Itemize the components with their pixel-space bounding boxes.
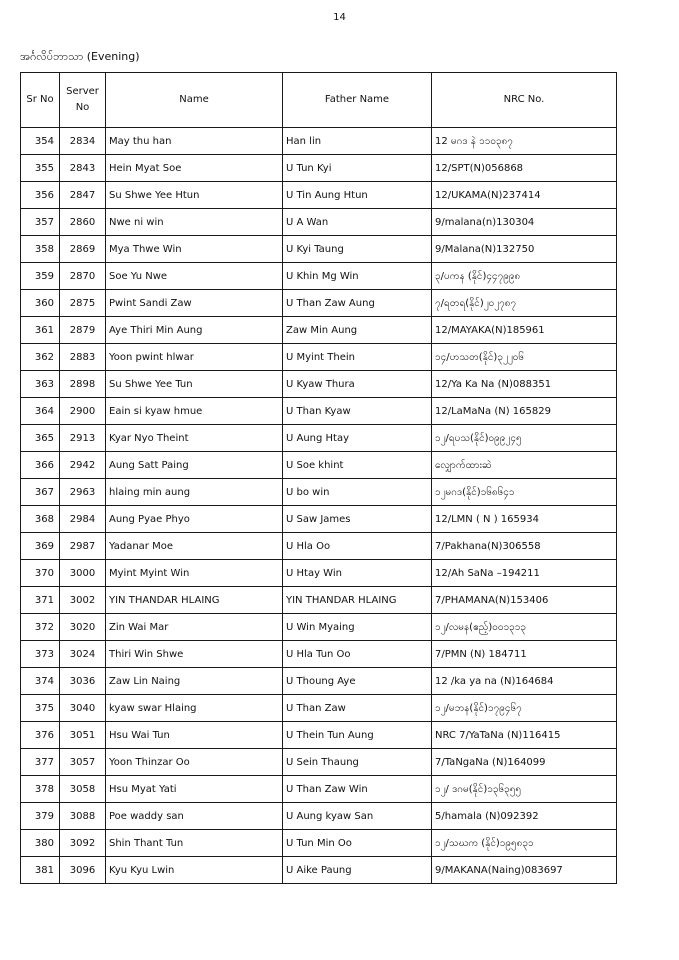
cell-server-no: 3040 — [60, 695, 106, 722]
cell-name: Zaw Lin Naing — [106, 668, 283, 695]
cell-nrc-no: 7/PHAMANA(N)153406 — [432, 587, 617, 614]
cell-nrc-no: ၇/ရတရ(နိုင်)၂၀၂၇၈၇ — [432, 290, 617, 317]
cell-nrc-no: 5/hamala (N)092392 — [432, 803, 617, 830]
cell-sr-no: 355 — [21, 155, 60, 182]
cell-father-name: U Tun Kyi — [283, 155, 432, 182]
cell-server-no: 2900 — [60, 398, 106, 425]
cell-name: Aung Pyae Phyo — [106, 506, 283, 533]
cell-nrc-no: 12/LMN ( N ) 165934 — [432, 506, 617, 533]
cell-server-no: 3057 — [60, 749, 106, 776]
header-father-name: Father Name — [283, 73, 432, 128]
cell-father-name: U Than Zaw Aung — [283, 290, 432, 317]
cell-nrc-no: ၃/ပကန (နိုင်)၄၄၇၉၉၈ — [432, 263, 617, 290]
cell-sr-no: 371 — [21, 587, 60, 614]
cell-nrc-no: 12/Ya Ka Na (N)088351 — [432, 371, 617, 398]
cell-sr-no: 354 — [21, 128, 60, 155]
cell-nrc-no: ၁၂/သဃက (နိုင်)၁၉၅၈၃၁ — [432, 830, 617, 857]
cell-name: Aung Satt Paing — [106, 452, 283, 479]
cell-sr-no: 368 — [21, 506, 60, 533]
table-row — [21, 641, 617, 668]
cell-server-no: 2860 — [60, 209, 106, 236]
cell-father-name: U Than Kyaw — [283, 398, 432, 425]
cell-father-name: U Kyi Taung — [283, 236, 432, 263]
cell-sr-no: 372 — [21, 614, 60, 641]
cell-sr-no: 357 — [21, 209, 60, 236]
cell-server-no: 2984 — [60, 506, 106, 533]
cell-father-name: U Aung Htay — [283, 425, 432, 452]
cell-name: kyaw swar Hlaing — [106, 695, 283, 722]
registration-table — [20, 72, 617, 884]
cell-name: Eain si kyaw hmue — [106, 398, 283, 425]
cell-name: Nwe ni win — [106, 209, 283, 236]
cell-father-name: U Khin Mg Win — [283, 263, 432, 290]
table-row — [21, 533, 617, 560]
cell-name: hlaing min aung — [106, 479, 283, 506]
table-row — [21, 506, 617, 533]
table-row — [21, 587, 617, 614]
cell-nrc-no: 12 /ka ya na (N)164684 — [432, 668, 617, 695]
table-row — [21, 695, 617, 722]
cell-father-name: U Hla Tun Oo — [283, 641, 432, 668]
cell-name: Yoon Thinzar Oo — [106, 749, 283, 776]
cell-server-no: 2963 — [60, 479, 106, 506]
cell-server-no: 2843 — [60, 155, 106, 182]
cell-name: Hsu Myat Yati — [106, 776, 283, 803]
cell-nrc-no: 12 မဂဒ နဲ ၁၁၀၃၈၇ — [432, 128, 617, 155]
cell-father-name: U Tun Min Oo — [283, 830, 432, 857]
cell-nrc-no: ၁၄/ဟသတ(နိုင်)၃၂၂၀၆ — [432, 344, 617, 371]
page-number: 14 — [333, 12, 346, 23]
cell-server-no: 2870 — [60, 263, 106, 290]
header-nrc-no: NRC No. — [432, 73, 617, 128]
cell-nrc-no: 7/Pakhana(N)306558 — [432, 533, 617, 560]
cell-father-name: U Htay Win — [283, 560, 432, 587]
cell-father-name: U Thoung Aye — [283, 668, 432, 695]
cell-server-no: 3000 — [60, 560, 106, 587]
cell-father-name: U Hla Oo — [283, 533, 432, 560]
cell-name: Myint Myint Win — [106, 560, 283, 587]
table-row — [21, 290, 617, 317]
cell-sr-no: 370 — [21, 560, 60, 587]
cell-name: Su Shwe Yee Htun — [106, 182, 283, 209]
cell-nrc-no: 12/MAYAKA(N)185961 — [432, 317, 617, 344]
cell-name: Aye Thiri Min Aung — [106, 317, 283, 344]
cell-sr-no: 380 — [21, 830, 60, 857]
cell-nrc-no: 12/LaMaNa (N) 165829 — [432, 398, 617, 425]
cell-nrc-no: ၁၂/ ဒဂမ(နိုင်)၁၃၆၃၅၅ — [432, 776, 617, 803]
cell-name: Pwint Sandi Zaw — [106, 290, 283, 317]
cell-name: Hein Myat Soe — [106, 155, 283, 182]
table-row — [21, 668, 617, 695]
cell-sr-no: 365 — [21, 425, 60, 452]
cell-father-name: U Thein Tun Aung — [283, 722, 432, 749]
section-title: အင်္ဂလိပ်ဘာသာ (Evening) — [20, 50, 140, 63]
cell-father-name: U Tin Aung Htun — [283, 182, 432, 209]
cell-nrc-no: 7/TaNgaNa (N)164099 — [432, 749, 617, 776]
table-row — [21, 371, 617, 398]
cell-sr-no: 367 — [21, 479, 60, 506]
cell-nrc-no: ၁၂/မဘန(နိုင်)၁၇၉၄၆၇ — [432, 695, 617, 722]
table-row — [21, 128, 617, 155]
cell-server-no: 3036 — [60, 668, 106, 695]
cell-father-name: U Saw James — [283, 506, 432, 533]
table-row — [21, 479, 617, 506]
cell-name: Poe waddy san — [106, 803, 283, 830]
cell-father-name: U Soe khint — [283, 452, 432, 479]
cell-server-no: 2847 — [60, 182, 106, 209]
cell-sr-no: 363 — [21, 371, 60, 398]
cell-nrc-no: 9/MAKANA(Naing)083697 — [432, 857, 617, 884]
cell-server-no: 3051 — [60, 722, 106, 749]
table-row — [21, 614, 617, 641]
table-row — [21, 182, 617, 209]
cell-father-name: U A Wan — [283, 209, 432, 236]
table-row — [21, 803, 617, 830]
header-sr-no: Sr No — [21, 73, 60, 128]
table-body — [21, 128, 617, 884]
table-row — [21, 236, 617, 263]
table-header — [21, 73, 617, 128]
cell-server-no: 3024 — [60, 641, 106, 668]
cell-nrc-no: NRC 7/YaTaNa (N)116415 — [432, 722, 617, 749]
cell-name: Mya Thwe Win — [106, 236, 283, 263]
cell-nrc-no: 12/Ah SaNa –194211 — [432, 560, 617, 587]
table-row — [21, 425, 617, 452]
cell-server-no: 3058 — [60, 776, 106, 803]
cell-father-name: U bo win — [283, 479, 432, 506]
cell-father-name: U Win Myaing — [283, 614, 432, 641]
cell-server-no: 2879 — [60, 317, 106, 344]
table-row — [21, 344, 617, 371]
cell-sr-no: 356 — [21, 182, 60, 209]
cell-server-no: 3020 — [60, 614, 106, 641]
header-server-no — [60, 73, 106, 128]
cell-father-name: Zaw Min Aung — [283, 317, 432, 344]
cell-sr-no: 364 — [21, 398, 60, 425]
cell-father-name: U Than Zaw — [283, 695, 432, 722]
cell-sr-no: 360 — [21, 290, 60, 317]
cell-father-name: U Than Zaw Win — [283, 776, 432, 803]
cell-nrc-no: ၁၂မဂဒ(နိုင်)၁၆၈၆၄၁ — [432, 479, 617, 506]
table-row — [21, 452, 617, 479]
cell-sr-no: 376 — [21, 722, 60, 749]
cell-sr-no: 377 — [21, 749, 60, 776]
cell-sr-no: 366 — [21, 452, 60, 479]
cell-name: Zin Wai Mar — [106, 614, 283, 641]
cell-server-no: 2869 — [60, 236, 106, 263]
table-row — [21, 830, 617, 857]
table-row — [21, 155, 617, 182]
cell-father-name: U Myint Thein — [283, 344, 432, 371]
cell-father-name: U Aike Paung — [283, 857, 432, 884]
cell-sr-no: 374 — [21, 668, 60, 695]
table-row — [21, 857, 617, 884]
table-row — [21, 722, 617, 749]
cell-server-no: 2834 — [60, 128, 106, 155]
header-name: Name — [106, 73, 283, 128]
cell-nrc-no: ၁၂/လမန(ဧည့်)၀၀၁၃၁၃ — [432, 614, 617, 641]
header-server-no-line1: Server — [66, 86, 99, 97]
cell-nrc-no: 12/UKAMA(N)237414 — [432, 182, 617, 209]
cell-server-no: 3088 — [60, 803, 106, 830]
cell-server-no: 2883 — [60, 344, 106, 371]
cell-name: Kyu Kyu Lwin — [106, 857, 283, 884]
cell-father-name: U Kyaw Thura — [283, 371, 432, 398]
cell-nrc-no: 9/malana(n)130304 — [432, 209, 617, 236]
table-row — [21, 776, 617, 803]
cell-name: Su Shwe Yee Tun — [106, 371, 283, 398]
cell-server-no: 3096 — [60, 857, 106, 884]
cell-sr-no: 369 — [21, 533, 60, 560]
cell-server-no: 3092 — [60, 830, 106, 857]
cell-name: YIN THANDAR HLAING — [106, 587, 283, 614]
cell-sr-no: 375 — [21, 695, 60, 722]
cell-nrc-no: ၁၂/ရပသ(နိုင်)၀၉၉၂၄၅ — [432, 425, 617, 452]
cell-sr-no: 381 — [21, 857, 60, 884]
cell-server-no: 3002 — [60, 587, 106, 614]
table-row — [21, 749, 617, 776]
cell-server-no: 2987 — [60, 533, 106, 560]
cell-server-no: 2898 — [60, 371, 106, 398]
cell-sr-no: 373 — [21, 641, 60, 668]
table-row — [21, 398, 617, 425]
cell-server-no: 2875 — [60, 290, 106, 317]
cell-nrc-no: 7/PMN (N) 184711 — [432, 641, 617, 668]
cell-father-name: U Aung kyaw San — [283, 803, 432, 830]
cell-nrc-no: 9/Malana(N)132750 — [432, 236, 617, 263]
cell-father-name: U Sein Thaung — [283, 749, 432, 776]
cell-sr-no: 379 — [21, 803, 60, 830]
table-row — [21, 317, 617, 344]
cell-sr-no: 361 — [21, 317, 60, 344]
cell-sr-no: 362 — [21, 344, 60, 371]
table-row — [21, 209, 617, 236]
cell-sr-no: 359 — [21, 263, 60, 290]
cell-nrc-no: 12/SPT(N)056868 — [432, 155, 617, 182]
cell-server-no: 2913 — [60, 425, 106, 452]
cell-name: May thu han — [106, 128, 283, 155]
cell-name: Soe Yu Nwe — [106, 263, 283, 290]
cell-father-name: YIN THANDAR HLAING — [283, 587, 432, 614]
cell-server-no: 2942 — [60, 452, 106, 479]
cell-sr-no: 378 — [21, 776, 60, 803]
cell-name: Hsu Wai Tun — [106, 722, 283, 749]
cell-sr-no: 358 — [21, 236, 60, 263]
cell-name: Kyar Nyo Theint — [106, 425, 283, 452]
cell-father-name: Han lin — [283, 128, 432, 155]
cell-name: Thiri Win Shwe — [106, 641, 283, 668]
cell-name: Shin Thant Tun — [106, 830, 283, 857]
cell-name: Yoon pwint hlwar — [106, 344, 283, 371]
cell-name: Yadanar Moe — [106, 533, 283, 560]
table-row — [21, 263, 617, 290]
header-server-no-line2: No — [75, 102, 90, 113]
table-row — [21, 560, 617, 587]
cell-nrc-no: လျှောက်ထားဆဲ — [432, 452, 617, 479]
